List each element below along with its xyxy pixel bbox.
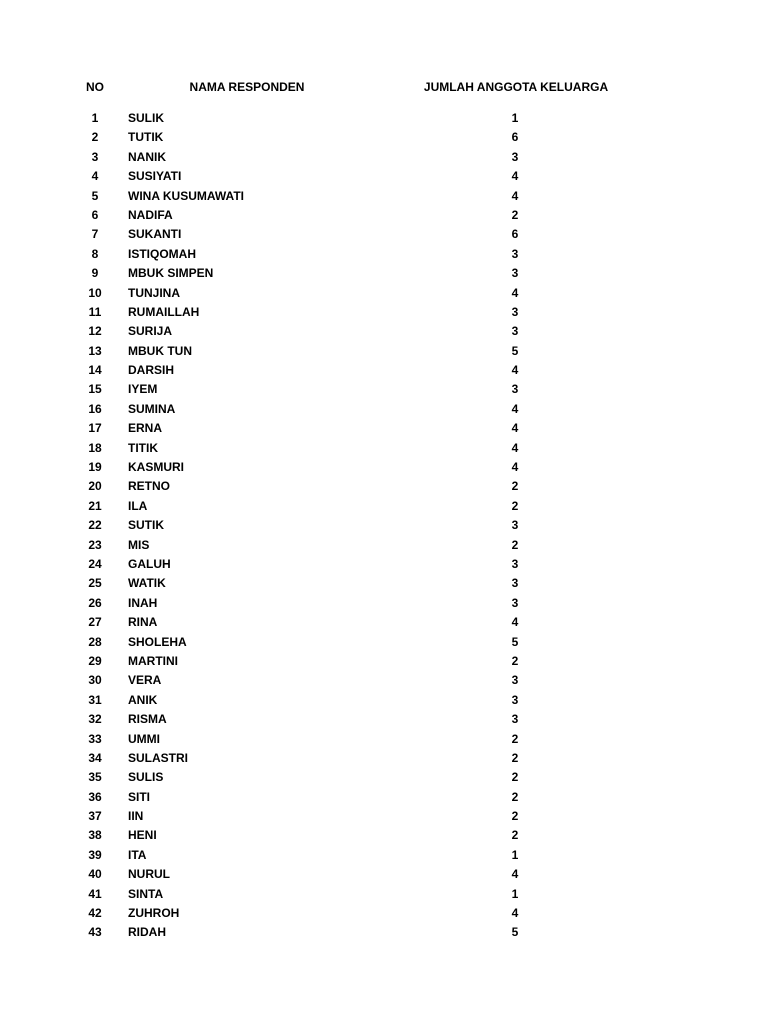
- row-no: 4: [91, 169, 99, 184]
- header-no: NO: [86, 80, 104, 94]
- row-respondent-name: IIN: [128, 809, 144, 824]
- row-respondent-name: TUNJINA: [128, 285, 181, 300]
- table-row: [0, 710, 768, 729]
- row-respondent-name: WATIK: [128, 576, 166, 591]
- row-no: 37: [88, 809, 102, 824]
- row-respondent-name: NURUL: [128, 867, 170, 882]
- row-family-member-count: 2: [511, 537, 519, 552]
- table-row: [0, 458, 768, 477]
- row-family-member-count: 3: [511, 673, 519, 688]
- row-respondent-name: HENI: [128, 828, 157, 843]
- row-respondent-name: RINA: [128, 615, 158, 630]
- row-no: 42: [88, 906, 102, 921]
- row-family-member-count: 4: [511, 615, 519, 630]
- table-row: [0, 594, 768, 613]
- row-family-member-count: 4: [511, 401, 519, 416]
- row-respondent-name: TUTIK: [128, 130, 164, 145]
- row-family-member-count: 1: [511, 886, 519, 901]
- row-family-member-count: 3: [511, 518, 519, 533]
- table-row: [0, 633, 768, 652]
- table-row: [0, 846, 768, 865]
- row-no: 2: [91, 130, 99, 145]
- row-no: 5: [91, 188, 99, 203]
- table-row: [0, 885, 768, 904]
- row-family-member-count: 5: [511, 343, 519, 358]
- row-family-member-count: 4: [511, 421, 519, 436]
- row-respondent-name: SHOLEHA: [128, 634, 187, 649]
- table-row: [0, 749, 768, 768]
- row-respondent-name: SUMINA: [128, 401, 176, 416]
- table-row: [0, 303, 768, 322]
- table-row: [0, 613, 768, 632]
- row-family-member-count: 3: [511, 266, 519, 281]
- row-family-member-count: 3: [511, 595, 519, 610]
- row-respondent-name: MBUK SIMPEN: [128, 266, 214, 281]
- table-row: [0, 923, 768, 942]
- row-respondent-name: ZUHROH: [128, 906, 180, 921]
- table-row: [0, 671, 768, 690]
- row-no: 10: [88, 285, 102, 300]
- row-no: 1: [91, 111, 99, 125]
- table-row: [0, 807, 768, 826]
- table-row: [0, 826, 768, 845]
- row-family-member-count: 3: [511, 149, 519, 164]
- row-family-member-count: 2: [511, 828, 519, 843]
- table-row: [0, 865, 768, 884]
- row-no: 29: [88, 653, 102, 668]
- row-family-member-count: 2: [511, 479, 519, 494]
- row-respondent-name: RETNO: [128, 479, 170, 494]
- row-respondent-name: SUSIYATI: [128, 169, 182, 184]
- row-respondent-name: ERNA: [128, 421, 163, 436]
- table-row: [0, 109, 768, 128]
- row-no: 22: [88, 518, 102, 533]
- row-no: 39: [88, 847, 102, 862]
- row-family-member-count: 3: [511, 304, 519, 319]
- table-row: [0, 167, 768, 186]
- row-family-member-count: 4: [511, 440, 519, 455]
- row-no: 27: [88, 615, 102, 630]
- row-respondent-name: RUMAILLAH: [128, 304, 200, 319]
- row-no: 25: [88, 576, 102, 591]
- row-respondent-name: SULASTRI: [128, 750, 188, 765]
- row-respondent-name: SURIJA: [128, 324, 173, 339]
- row-no: 31: [88, 692, 102, 707]
- row-no: 40: [88, 867, 102, 882]
- row-no: 23: [88, 537, 102, 552]
- header-nama-responden: NAMA RESPONDEN: [189, 80, 305, 94]
- row-family-member-count: 4: [511, 188, 519, 203]
- row-no: 20: [88, 479, 102, 494]
- row-respondent-name: VERA: [128, 673, 162, 688]
- row-respondent-name: KASMURI: [128, 460, 184, 475]
- row-respondent-name: GALUH: [128, 556, 171, 571]
- table-row: [0, 536, 768, 555]
- table-row: [0, 361, 768, 380]
- row-no: 9: [91, 266, 99, 281]
- row-no: 26: [88, 595, 102, 610]
- row-respondent-name: NANIK: [128, 149, 166, 164]
- row-family-member-count: 3: [511, 324, 519, 339]
- table-row: [0, 477, 768, 496]
- row-no: 17: [88, 421, 102, 436]
- table-row: [0, 225, 768, 244]
- row-respondent-name: INAH: [128, 595, 158, 610]
- row-no: 35: [88, 770, 102, 785]
- row-family-member-count: 3: [511, 556, 519, 571]
- row-respondent-name: SINTA: [128, 886, 164, 901]
- row-family-member-count: 5: [511, 634, 519, 649]
- row-family-member-count: 2: [511, 653, 519, 668]
- table-row: [0, 187, 768, 206]
- row-respondent-name: MARTINI: [128, 653, 178, 668]
- row-family-member-count: 2: [511, 770, 519, 785]
- row-family-member-count: 4: [511, 906, 519, 921]
- row-family-member-count: 1: [511, 847, 519, 862]
- table-row: [0, 264, 768, 283]
- header-jumlah-anggota-keluarga: JUMLAH ANGGOTA KELUARGA: [423, 80, 609, 94]
- row-no: 13: [88, 343, 102, 358]
- row-family-member-count: 4: [511, 285, 519, 300]
- row-respondent-name: RISMA: [128, 712, 167, 727]
- row-family-member-count: 2: [511, 207, 519, 222]
- row-family-member-count: 6: [511, 130, 519, 145]
- row-no: 12: [88, 324, 102, 339]
- row-respondent-name: ANIK: [128, 692, 158, 707]
- row-no: 14: [88, 363, 102, 378]
- row-respondent-name: SUKANTI: [128, 227, 182, 242]
- row-respondent-name: UMMI: [128, 731, 160, 746]
- row-no: 8: [91, 246, 99, 261]
- table-row: [0, 555, 768, 574]
- row-no: 6: [91, 207, 99, 222]
- table-row: [0, 904, 768, 923]
- table-row: [0, 206, 768, 225]
- row-family-member-count: 2: [511, 809, 519, 824]
- table-row: [0, 691, 768, 710]
- table-row: [0, 148, 768, 167]
- row-no: 38: [88, 828, 102, 843]
- table-row: [0, 516, 768, 535]
- row-family-member-count: 3: [511, 382, 519, 397]
- table-row: [0, 342, 768, 361]
- table-row: [0, 380, 768, 399]
- row-family-member-count: 4: [511, 363, 519, 378]
- row-no: 18: [88, 440, 102, 455]
- row-no: 24: [88, 556, 102, 571]
- row-respondent-name: SITI: [128, 789, 151, 804]
- row-respondent-name: NADIFA: [128, 207, 173, 222]
- row-respondent-name: SULIS: [128, 770, 164, 785]
- row-no: 36: [88, 789, 102, 804]
- row-respondent-name: SULIK: [128, 111, 164, 125]
- row-family-member-count: 4: [511, 169, 519, 184]
- row-family-member-count: 2: [511, 731, 519, 746]
- row-family-member-count: 6: [511, 227, 519, 242]
- row-family-member-count: 4: [511, 867, 519, 882]
- table-row: [0, 128, 768, 147]
- row-no: 19: [88, 460, 102, 475]
- row-family-member-count: 4: [511, 460, 519, 475]
- row-family-member-count: 2: [511, 789, 519, 804]
- row-respondent-name: SUTIK: [128, 518, 164, 533]
- row-family-member-count: 3: [511, 576, 519, 591]
- table-row: [0, 245, 768, 264]
- row-no: 3: [91, 149, 99, 164]
- row-family-member-count: 1: [511, 111, 519, 125]
- row-no: 21: [88, 498, 102, 513]
- table-row: [0, 284, 768, 303]
- table-row: [0, 400, 768, 419]
- table-row: [0, 497, 768, 516]
- row-no: 32: [88, 712, 102, 727]
- row-no: 33: [88, 731, 102, 746]
- row-respondent-name: MIS: [128, 537, 150, 552]
- row-respondent-name: DARSIH: [128, 363, 175, 378]
- row-family-member-count: 3: [511, 692, 519, 707]
- row-no: 15: [88, 382, 102, 397]
- row-respondent-name: ISTIQOMAH: [128, 246, 196, 261]
- row-no: 7: [91, 227, 99, 242]
- row-respondent-name: TITIK: [128, 440, 158, 455]
- row-respondent-name: ITA: [128, 847, 147, 862]
- table-header: [0, 80, 768, 98]
- row-no: 28: [88, 634, 102, 649]
- table-row: [0, 788, 768, 807]
- row-family-member-count: 3: [511, 712, 519, 727]
- table-body: [0, 109, 768, 943]
- table-row: [0, 574, 768, 593]
- table-row: [0, 419, 768, 438]
- row-respondent-name: WINA KUSUMAWATI: [128, 188, 244, 203]
- row-no: 41: [88, 886, 102, 901]
- row-no: 11: [88, 304, 102, 319]
- row-respondent-name: RIDAH: [128, 925, 166, 940]
- row-respondent-name: MBUK TUN: [128, 343, 192, 358]
- row-family-member-count: 3: [511, 246, 519, 261]
- row-no: 30: [88, 673, 102, 688]
- row-respondent-name: ILA: [128, 498, 148, 513]
- table-row: [0, 439, 768, 458]
- table-row: [0, 322, 768, 341]
- row-family-member-count: 2: [511, 498, 519, 513]
- table-row: [0, 768, 768, 787]
- row-respondent-name: IYEM: [128, 382, 158, 397]
- row-family-member-count: 5: [511, 925, 519, 940]
- table-row: [0, 730, 768, 749]
- table-row: [0, 652, 768, 671]
- row-family-member-count: 2: [511, 750, 519, 765]
- row-no: 34: [88, 750, 102, 765]
- row-no: 43: [88, 925, 102, 940]
- row-no: 16: [88, 401, 102, 416]
